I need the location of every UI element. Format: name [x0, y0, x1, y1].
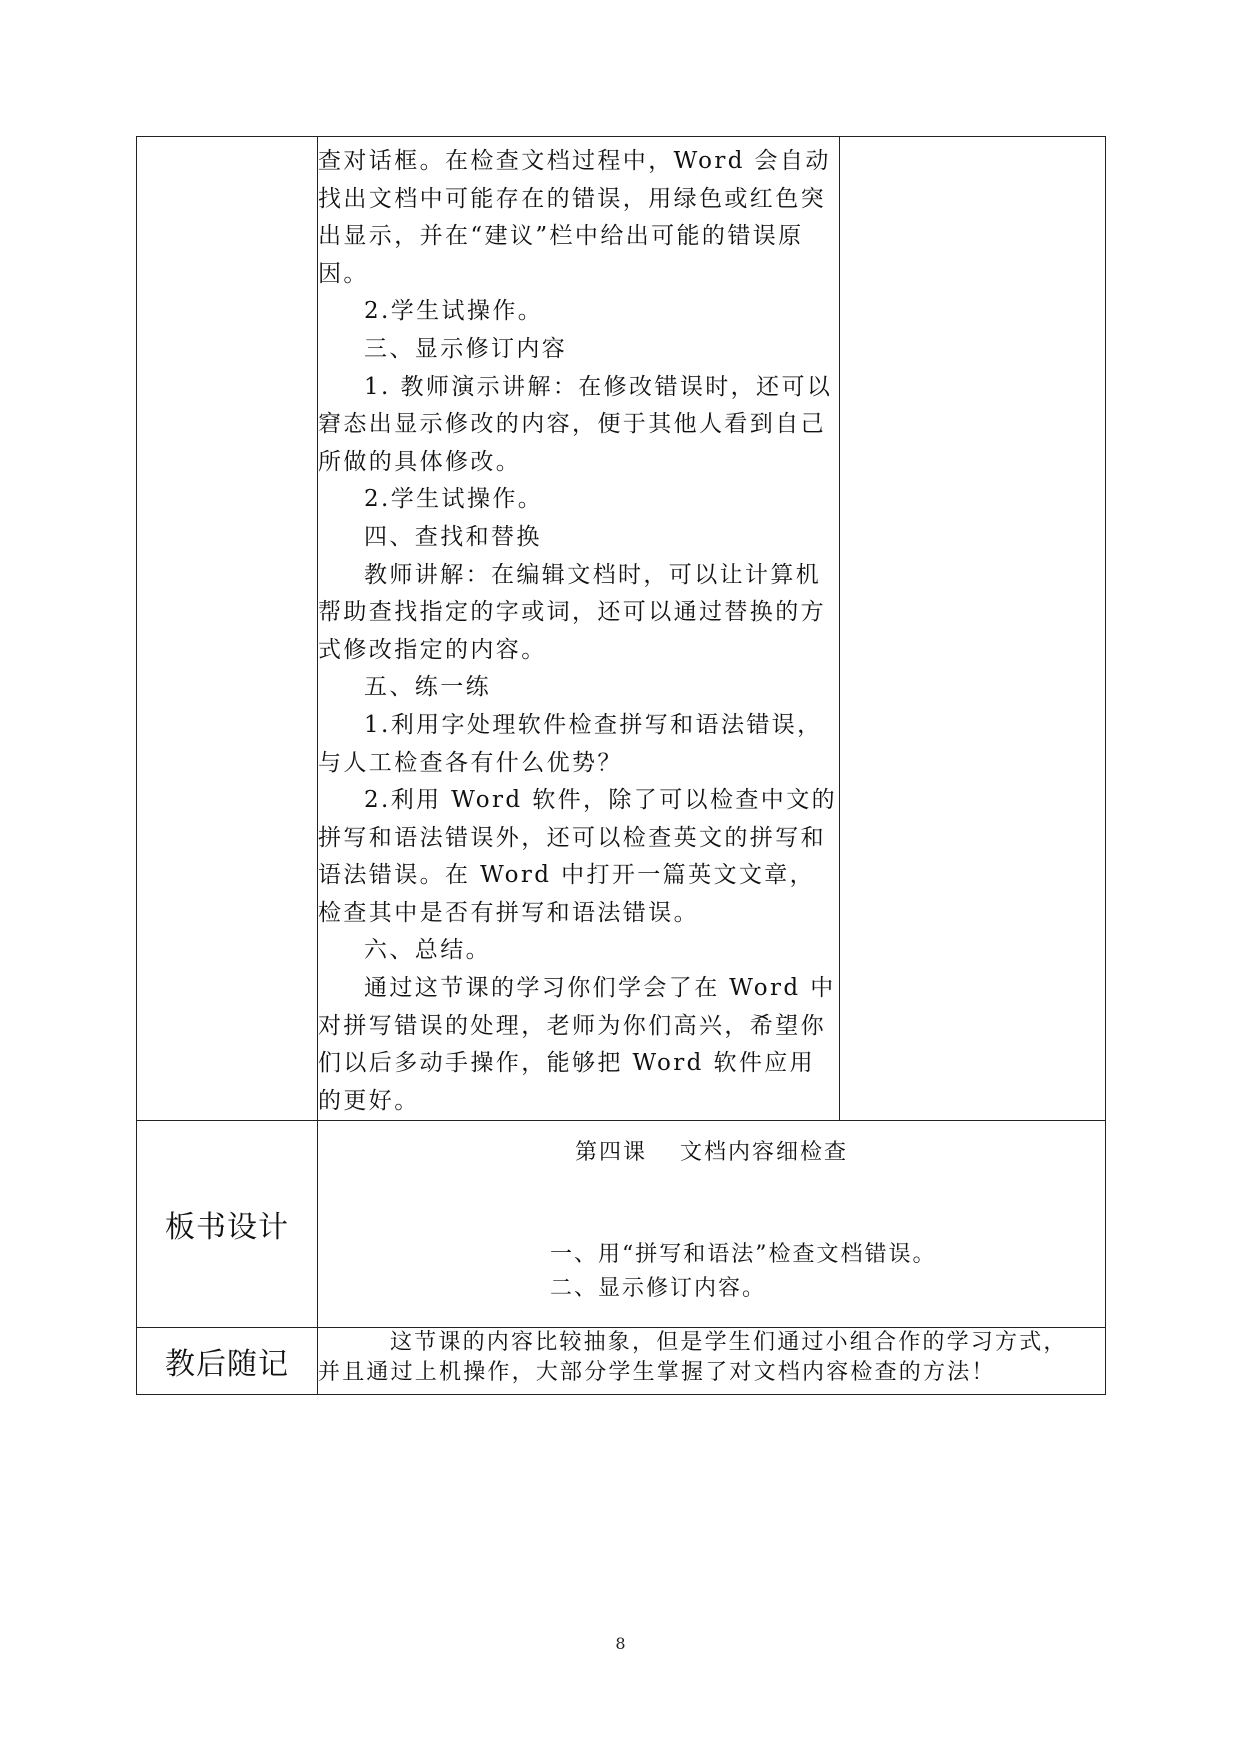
board-title: 第四课 文档内容细检查	[575, 1140, 848, 1166]
board-design-content	[318, 1121, 1106, 1328]
board-item-1: 一、用“拼写和语法”检查文档错误。	[550, 1242, 937, 1268]
teaching-process-row	[137, 137, 1106, 1121]
lesson-plan-table	[136, 136, 1106, 1395]
process-content-cell	[318, 137, 840, 1121]
lesson-paragraph: 教师讲解：在编辑文档时，可以让计算机帮助查找指定的字或词，还可以通过替换的方式修改指定的内容。	[318, 561, 826, 663]
lesson-paragraph: 2.利用 Word 软件，除了可以检查中文的拼写和语法错误外，还可以检查英文的拼写和语法错误。在 Word 中打开一篇英文文章，检查其中是否有拼写和语法错误。	[318, 787, 838, 926]
lesson-paragraph: 五、练一练	[364, 674, 491, 701]
lesson-paragraph: 1.利用字处理软件检查拼写和语法错误，与人工检查各有什么优势？	[318, 711, 823, 776]
process-label-cell	[137, 137, 318, 1121]
lesson-paragraph: 2.学生试操作。	[364, 298, 544, 325]
post-notes-line-1: 这节课的内容比较抽象，但是学生们通过小组合作的学习方式，	[390, 1330, 1068, 1356]
lesson-paragraph: 2.学生试操作。	[364, 486, 544, 513]
process-notes-cell	[840, 137, 1106, 1121]
post-notes-label: 教后随记	[137, 1328, 318, 1395]
post-notes-content	[318, 1328, 1106, 1395]
page-number: 8	[615, 1634, 626, 1653]
board-design-row	[137, 1121, 1106, 1328]
post-notes-row	[137, 1328, 1106, 1395]
process-paragraphs	[318, 143, 839, 1120]
lesson-paragraph: 1. 教师演示讲解：在修改错误时，还可以窘态出显示修改的内容，便于其他人看到自己所做的具体修改。	[318, 373, 833, 475]
board-item-2: 二、显示修订内容。	[550, 1276, 767, 1302]
lesson-paragraph: 六、总结。	[364, 937, 491, 964]
post-notes-line-2: 并且通过上机操作，大部分学生掌握了对文档内容检查的方法！	[318, 1360, 996, 1386]
board-design-label: 板书设计	[137, 1121, 318, 1328]
lesson-paragraph: 查对话框。在检查文档过程中，Word 会自动找出文档中可能存在的错误，用绿色或红色突出显示，并在“建议”栏中给出可能的错误原因。	[318, 148, 831, 287]
lesson-paragraph: 通过这节课的学习你们学会了在 Word 中对拼写错误的处理，老师为你们高兴，希望你们以后多动手操作，能够把 Word 软件应用的更好。	[318, 975, 836, 1114]
lesson-paragraph: 三、显示修订内容	[364, 335, 568, 362]
lesson-paragraph: 四、查找和替换	[364, 523, 542, 550]
